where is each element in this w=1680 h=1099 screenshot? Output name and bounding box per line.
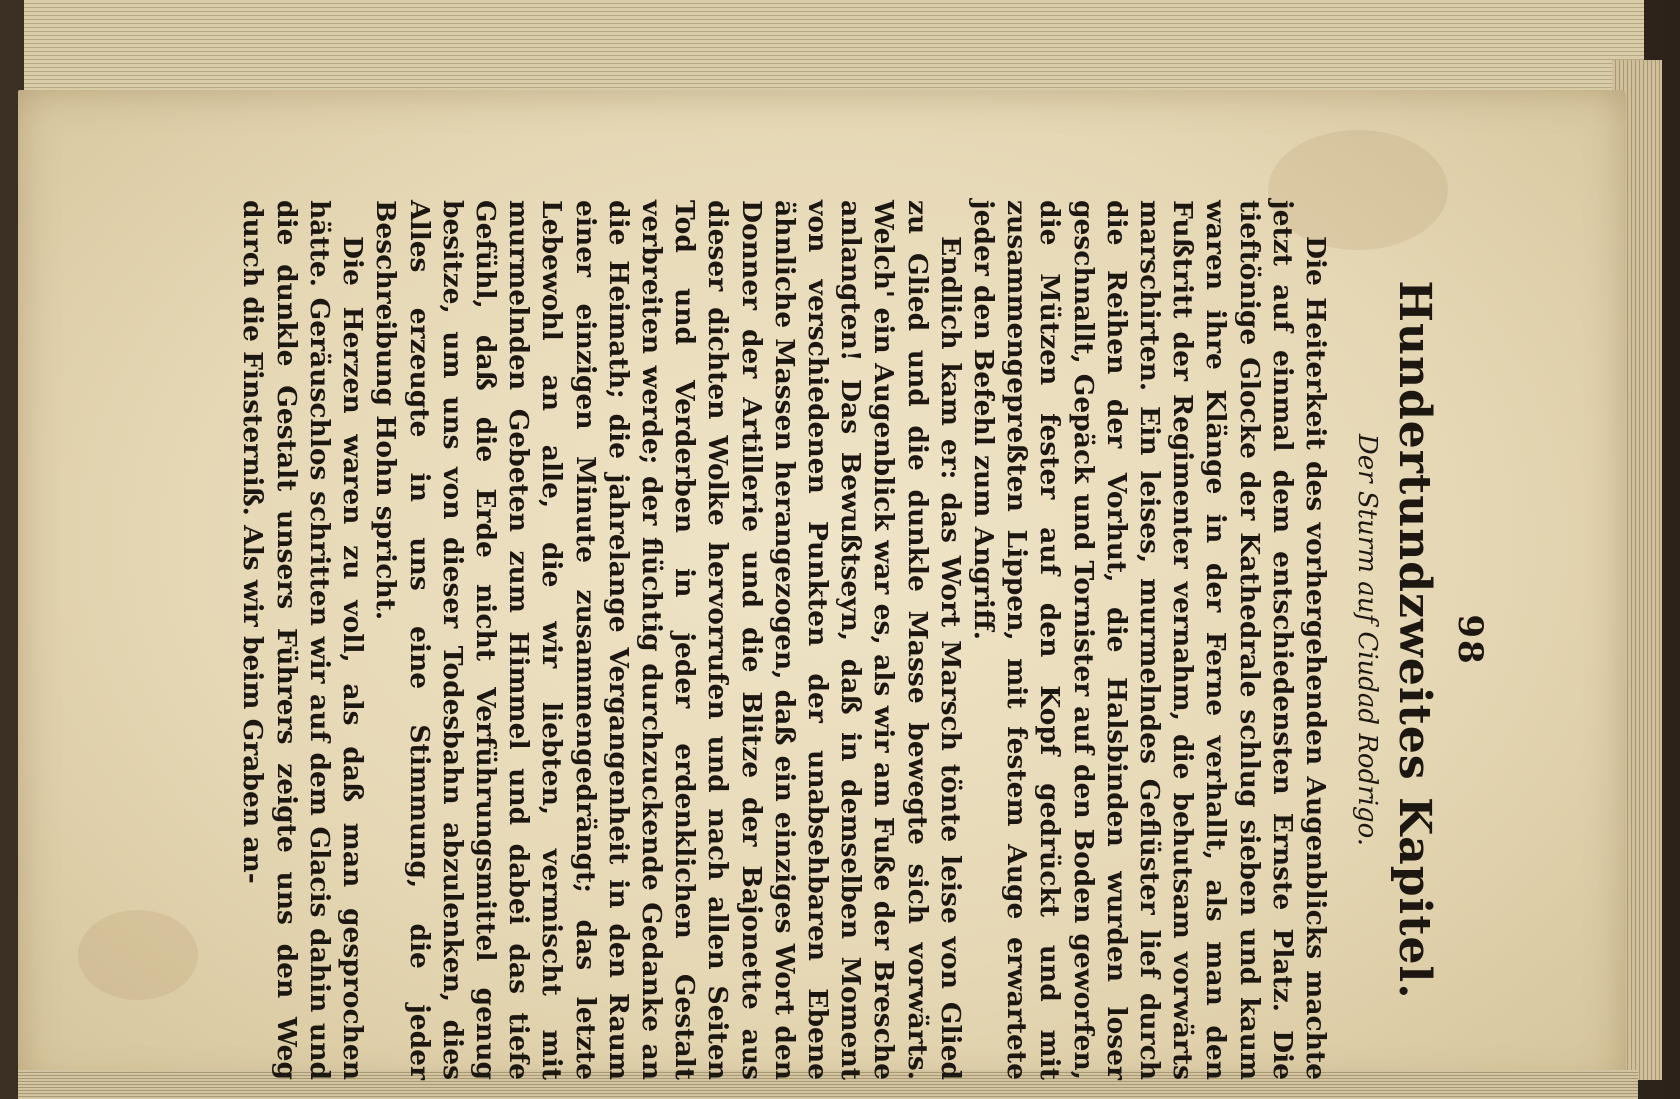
- page-stack-top: [24, 0, 1644, 98]
- rotated-text-block: [200, 200, 1500, 1080]
- page-number: 98: [1450, 614, 1490, 666]
- body-text: [236, 200, 1332, 1080]
- paragraph: Die Heiterkeit des vorhergehenden Augenblicks machte jetzt auf einmal dem entschiedensten Ernste Platz. Die tieftönige Glocke der Kathedrale schlug sieben und kaum waren ihre Klänge in der Ferne verhallt, als man den Fußtritt der Regimenter vernahm, die behutsam vorwärts marschirten. Ein leises, murmelndes Geflüster lief durch die Reihen der Vorhut, die Halsbinden wurden loser geschnallt, Gepäck und Tornister auf den Boden geworfen, die Mützen fester auf den Kopf gedrückt und mit zusammengepreßten Lippen, mit festem Auge erwartete jeder den Befehl zum Angriff.: [967, 200, 1331, 1080]
- chapter-subtitle: Der Sturm auf Ciudad Rodrigo.: [1352, 433, 1382, 847]
- page-stain: [78, 910, 198, 1000]
- paragraph: Endlich kam er: das Wort Marsch tönte leise von Glied zu Glied und die dunkle Masse bewegte sich vorwärts. Welch' ein Augenblick war es, als wir am Fuße der Bresche anlangten! Das Bewußtseyn, daß in demselben Moment von verschiedenen Punkten der unabsehbaren Ebene ähnliche Massen herangezogen, daß ein einziges Wort den Donner der Artillerie und die Blitze der Bajonette aus dieser dichten Wolke hervorrufen und nach allen Seiten Tod und Verderben in jeder erdenklichen Gestalt verbreiten werde; der flüchtig durchzuckende Gedanke an die Heimath; die jahrelange Vergangenheit in den Raum einer einzigen Minute zusammengedrängt; das letzte Lebewohl an alle, die wir liebten, vermischt mit murmelnden Gebeten zum Himmel und dabei das tiefe Gefühl, daß die Erde nicht Verführungsmittel genug besitze, um uns von dieser Todesbahn abzulenken, dies Alles erzeugte in uns eine Stimmung, die jeder Beschreibung Hohn spricht.: [370, 200, 966, 1080]
- paragraph: Die Herzen waren zu voll, als daß man gesprochen hätte. Geräuschlos schritten wir auf dem Glacis dahin und die dunkle Gestalt unsers Führers zeigte uns den Weg durch die Finsterniß. Als wir beim Graben an-: [237, 200, 369, 1080]
- chapter-title: Hundertundzweites Kapitel.: [1389, 280, 1440, 1000]
